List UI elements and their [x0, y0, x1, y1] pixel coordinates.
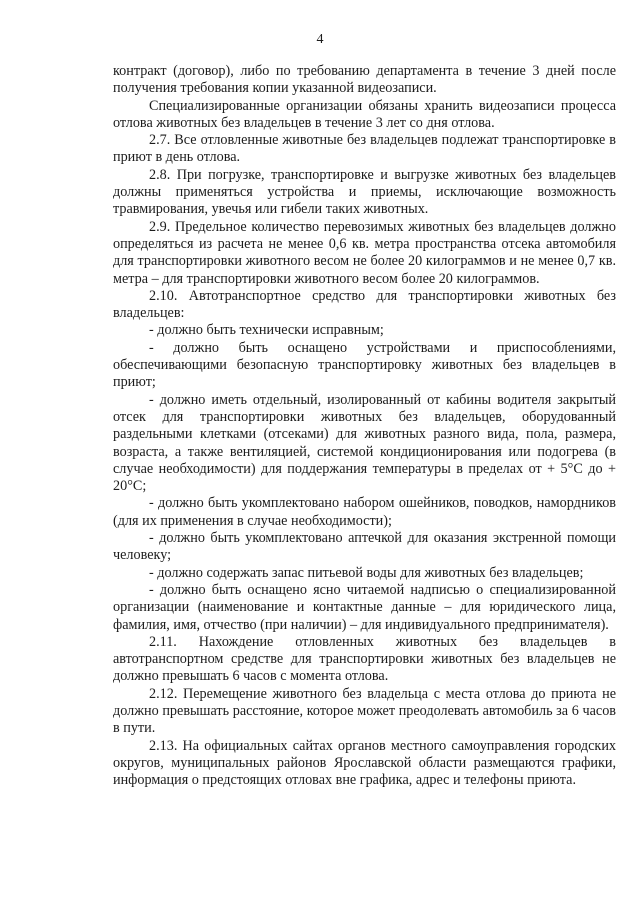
paragraph: 2.10. Автотранспортное средство для транспортировки животных без владельцев: [113, 287, 616, 322]
paragraph: - должно быть оснащено устройствами и приспособлениями, обеспечивающими безопасную транспортировку животных без владельцев в приют; [113, 339, 616, 391]
paragraph: - должно иметь отдельный, изолированный от кабины водителя закрытый отсек для транспортировки животных без владельцев, оборудованный раздельными клетками (отсеками) для животных разного вида, пола, размера, возраста, а также вентиляцией, системой кондиционирования или подогрева (в случае необходимости) для поддержания температуры в пределах от + 5°С до + 20°С; [113, 391, 616, 495]
paragraph: контракт (договор), либо по требованию департамента в течение 3 дней после получения требования копии указанной видеозаписи. [113, 63, 616, 97]
page-number: 4 [316, 32, 324, 47]
paragraph: - должно быть технически исправным; [149, 322, 384, 339]
paragraph: - должно содержать запас питьевой воды для животных без владельцев; [149, 564, 584, 581]
paragraph: 2.9. Предельное количество перевозимых животных без владельцев должно определяться из расчета не менее 0,6 кв. метра пространства отсека автомобиля для транспортировки животного весом не более 20 килограммов и не менее 0,7 кв. метра – для транспортировки животного весом более 20 килограммов. [113, 218, 616, 287]
paragraph: - должно быть укомплектовано аптечкой для оказания экстренной помощи человеку; [113, 530, 616, 564]
paragraph: - должно быть оснащено ясно читаемой надписью о специализированной организации (наименование и контактные данные – для юридического лица, фамилия, имя, отчество (при наличии) – для индивидуального предпринимателя). [113, 581, 616, 633]
document-body [113, 63, 616, 789]
paragraph: Специализированные организации обязаны хранить видеозаписи процесса отлова животных без владельцев в течение 3 лет со дня отлова. [113, 97, 616, 131]
paragraph: 2.8. При погрузке, транспортировке и выгрузке животных без владельцев должны применяться устройства и приемы, исключающие возможность травмирования, увечья или гибели таких животных. [113, 166, 616, 218]
paragraph: 2.12. Перемещение животного без владельца с места отлова до приюта не должно превышать расстояние, которое может преодолевать автомобиль за 6 часов в пути. [113, 685, 616, 737]
paragraph: 2.7. Все отловленные животные без владельцев подлежат транспортировке в приют в день отлова. [113, 132, 616, 166]
paragraph: 2.13. На официальных сайтах органов местного самоуправления городских округов, муниципальных районов Ярославской области размещаются графики, информация о предстоящих отловах вне графика, адрес и телефоны приюта. [113, 737, 616, 789]
paragraph: 2.11. Нахождение отловленных животных без владельцев в автотранспортном средстве для транспортировки животных без владельцев не должно превышать 6 часов с момента отлова. [113, 633, 616, 685]
paragraph: - должно быть укомплектовано набором ошейников, поводков, намордников (для их применения в случае необходимости); [113, 495, 616, 529]
